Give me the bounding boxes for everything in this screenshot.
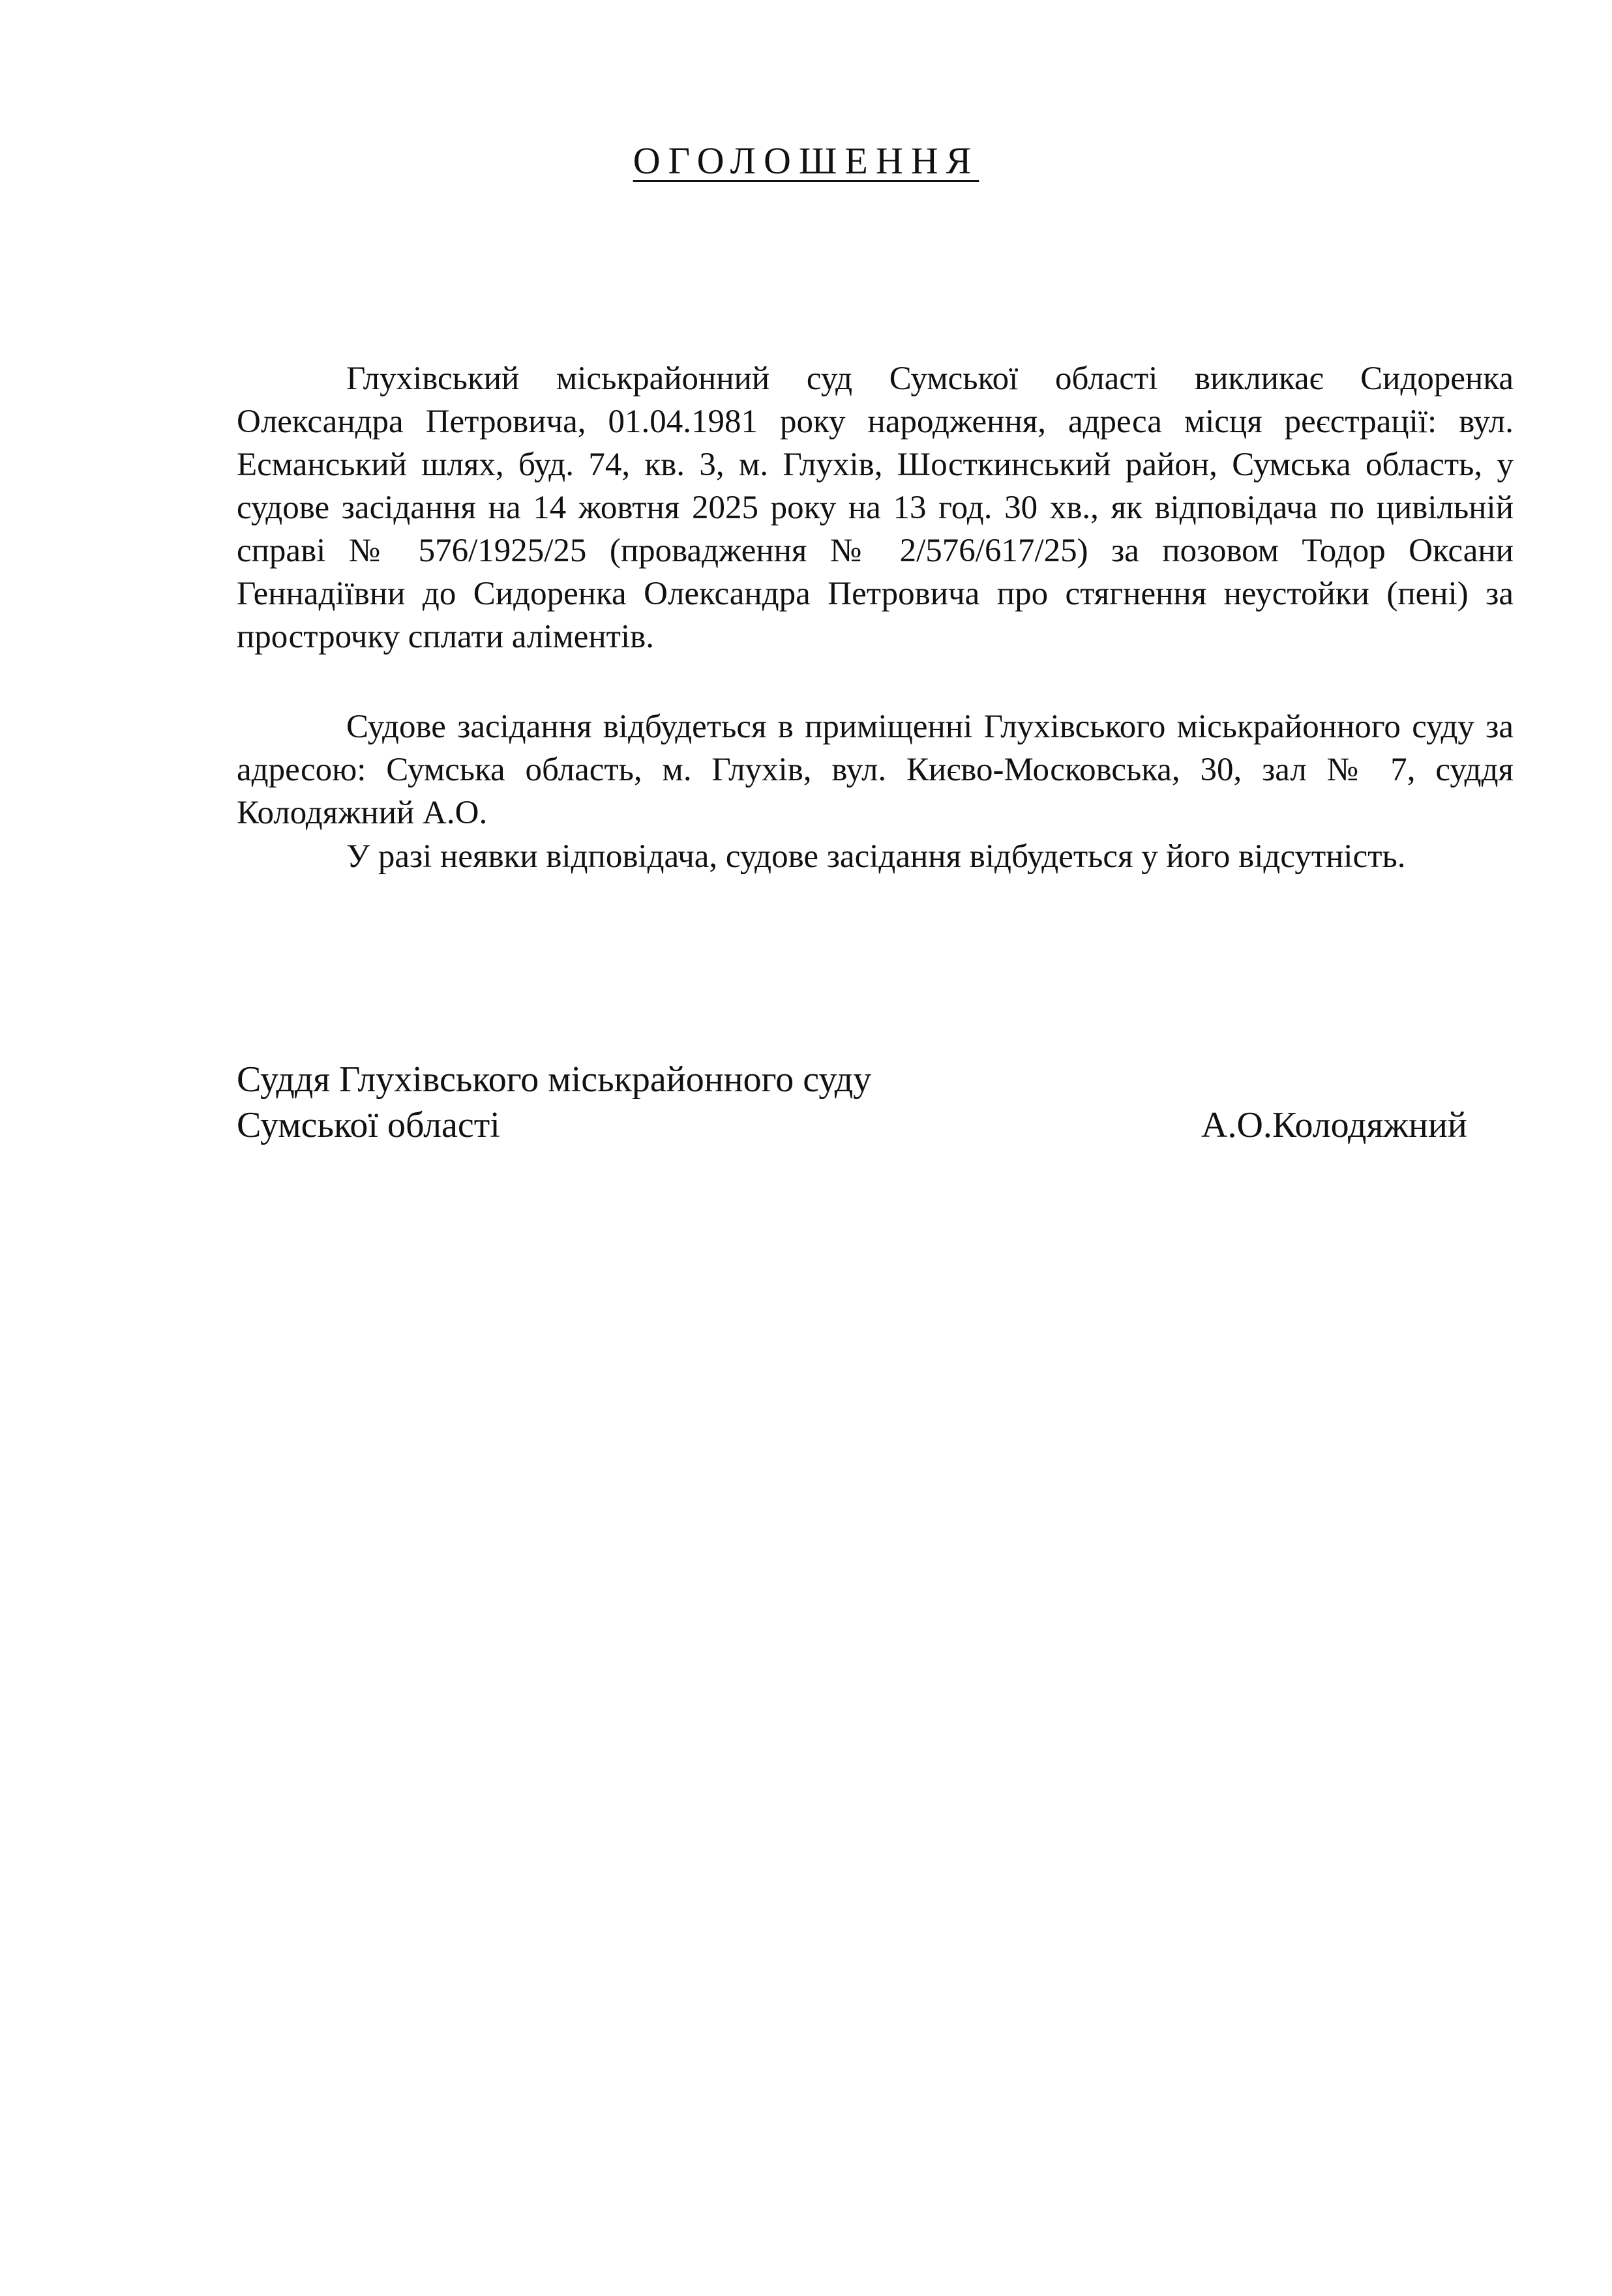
venue-paragraph: Судове засідання відбудеться в приміщенні Глухівського міськрайонного суду за адресою: Сумська область, м. Глухів, вул. Києво-Московська, 30, зал № 7, суддя Колодяжний А.О. [237,709,1514,831]
document-title: ОГОЛОШЕННЯ [633,140,979,182]
summons-paragraph: Глухівський міськрайонний суд Сумської області викликає Сидоренка Олександра Петровича, 01.04.1981 року народження, адреса місця реєстрації: вул. Есманський шлях, буд. 74, кв. 3, м. Глухів, Шосткинський район, Сумська область, у судове засідання на 14 жовтня 2025 року на 13 год. 30 хв., як відповідача по цивільній справі № 576/1925/25 (провадження № 2/576/617/25) за позовом Тодор Оксани Геннадіївни до Сидоренка Олександра Петровича про стягнення неустойки (пені) за прострочку сплати аліментів. [237,361,1514,655]
judge-name: А.О.Колодяжний [1201,1105,1467,1145]
judge-position-line-2: Сумської області [237,1105,500,1145]
absence-paragraph: У разі неявки відповідача, судове засідання відбудеться у його відсутність. [346,838,1406,875]
judge-position-line-1: Суддя Глухівського міськрайонного суду [237,1059,872,1100]
